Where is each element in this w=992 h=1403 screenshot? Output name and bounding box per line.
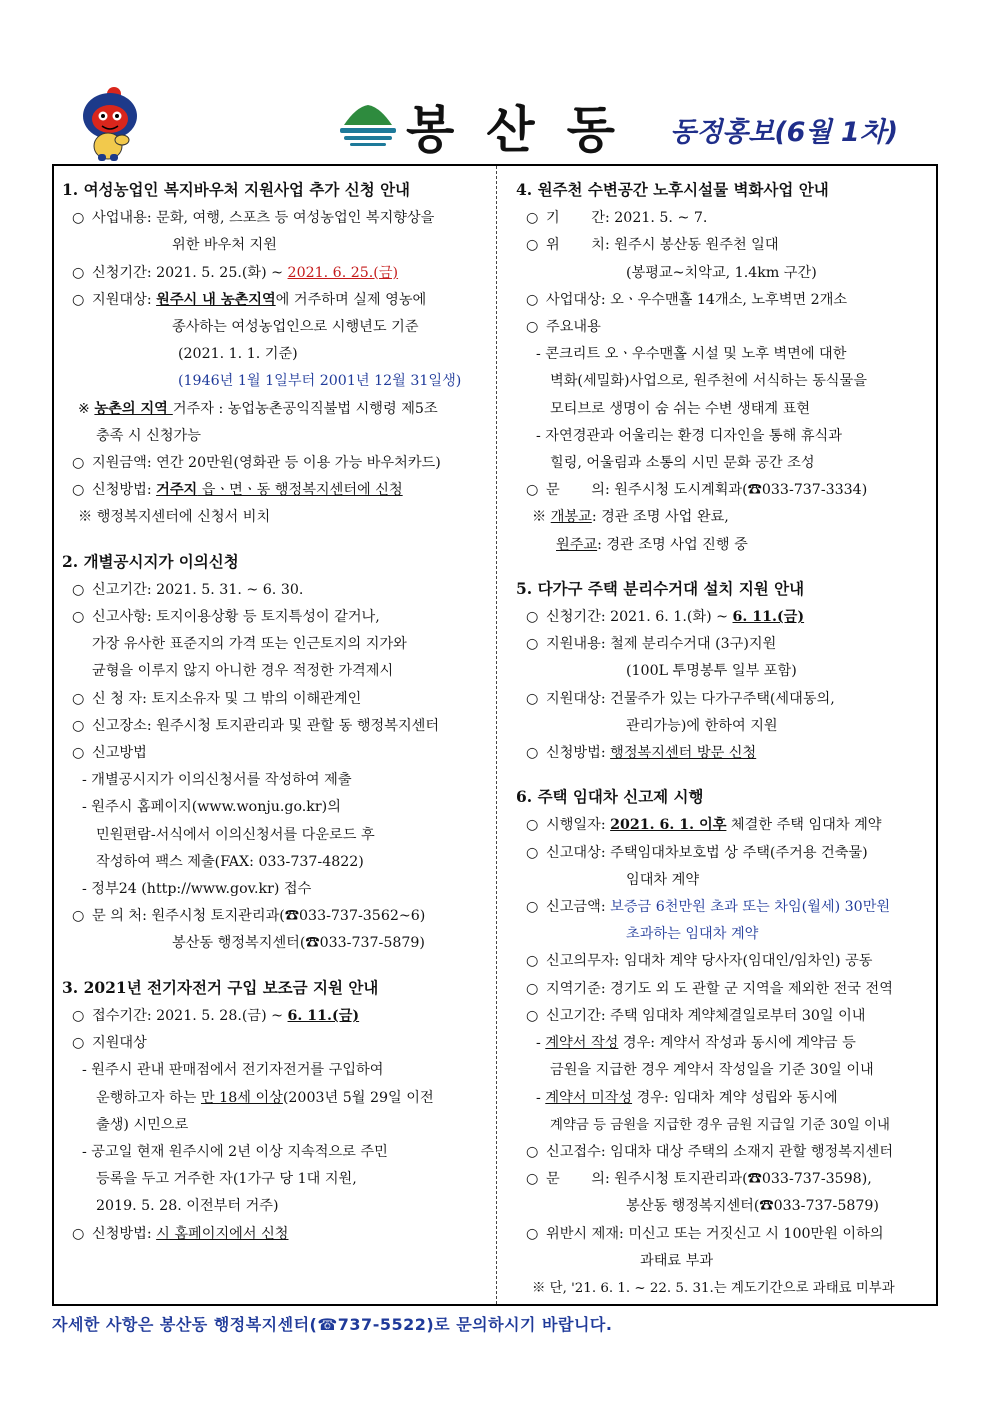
list-item: ○ 사업내용: 문화, 여행, 스포츠 등 여성농업인 복지향상을 (72, 210, 435, 227)
section-title: 4. 원주천 수변공간 노후시설물 벽화사업 안내 (516, 180, 829, 199)
list-item-cont: 봉산동 행정복지센터(☎033-737-5879) (626, 1198, 879, 1215)
list-item: ○ 신고의무자: 임대차 계약 당사자(임대인/임차인) 공동 (526, 953, 873, 970)
column-divider (496, 166, 497, 1304)
dash-item-cont: 계약금 등 금원을 지급한 경우 금원 지급일 기준 30일 이내 (550, 1117, 890, 1133)
header-title (336, 96, 647, 159)
dash-item-cont: 민원편람-서식에서 이의신청서를 다운로드 후 (96, 826, 375, 843)
list-item: ○ 신고기간: 주택 임대차 계약체결일로부터 30일 이내 (526, 1007, 866, 1024)
list-item: ○ 지원대상 (72, 1035, 147, 1052)
right-column (512, 174, 936, 1302)
note-cont: 충족 시 신청가능 (96, 427, 201, 444)
dash-item: - 자연경관과 어울리는 환경 디자인을 통해 휴식과 (536, 427, 842, 444)
list-item: ○ 지원금액: 연간 20만원(영화관 등 이용 가능 바우처카드) (72, 455, 441, 472)
list-item: ○ 신청방법: 시 홈페이지에서 신청 (72, 1225, 289, 1242)
list-item: ○ 신청방법: 거주지 읍ㆍ면ㆍ동 행정복지센터에 신청 (72, 482, 403, 499)
mascot-icon (76, 84, 146, 162)
list-item: ○ 신고사항: 토지이용상황 등 토지특성이 같거나, (72, 609, 380, 626)
list-item: ○ 주요내용 (526, 319, 601, 336)
list-item-cont: 과태료 부과 (640, 1252, 714, 1269)
list-item-cont: 가장 유사한 표준지의 가격 또는 인근토지의 지가와 (92, 636, 407, 653)
list-item: ○ 신청방법: 행정복지센터 방문 신청 (526, 745, 757, 762)
list-item: ○ 지원내용: 철제 분리수거대 (3구)지원 (526, 636, 777, 653)
list-item: ○ 지역기준: 경기도 외 도 관할 군 지역을 제외한 전국 전역 (526, 980, 893, 997)
dash-item-cont: 금원을 지급한 경우 계약서 작성일을 기준 30일 이내 (550, 1062, 874, 1079)
section-title: 3. 2021년 전기자전거 구입 보조금 지원 안내 (62, 977, 379, 997)
list-item-cont: 봉산동 행정복지센터(☎033-737-5879) (172, 935, 425, 952)
section-title: 5. 다가구 주택 분리수거대 설치 지원 안내 (516, 578, 805, 598)
note-cont: 원주교: 경관 조명 사업 진행 중 (556, 536, 748, 553)
note: ※ 단, '21. 6. 1. ~ 22. 5. 31.는 계도기간으로 과태료 미부과 (532, 1280, 895, 1296)
dash-item-cont: 힐링, 어울림과 소통의 시민 문화 공간 조성 (550, 455, 815, 472)
list-item: ○ 신청기간: 2021. 5. 25.(화) ~ 2021. 6. 25.(금) (72, 264, 399, 281)
list-item: ○ 문 의 처: 원주시청 토지관리과(☎033-737-3562~6) (72, 908, 426, 925)
dash-item: - 원주시 홈페이지(www.wonju.go.kr)의 (82, 799, 341, 816)
section-title: 1. 여성농업인 복지바우처 지원사업 추가 신청 안내 (62, 180, 411, 199)
list-item: ○ 시행일자: 2021. 6. 1. 이후 체결한 주택 임대차 계약 (526, 817, 882, 834)
dash-item-cont: 2019. 5. 28. 이전부터 거주) (96, 1198, 279, 1215)
dash-item: - 공고일 현재 원주시에 2년 이상 지속적으로 주민 (82, 1143, 388, 1160)
list-item: ○ 문 의: 원주시청 토지관리과(☎033-737-3598), (526, 1171, 872, 1188)
mountain-logo-icon (336, 103, 400, 149)
list-item: ○ 지원대상: 건물주가 있는 다가구주택(세대동의, (526, 690, 835, 707)
list-item-cont: 관리가능)에 한하여 지원 (626, 717, 778, 734)
list-item: ○ 신 청 자: 토지소유자 및 그 밖의 이해관계인 (72, 690, 362, 707)
list-item: ○ 신고대상: 주택임대차보호법 상 주택(주거용 건축물) (526, 844, 868, 861)
page-subtitle: 동정홍보(6월 1차) (670, 117, 899, 148)
list-item: ○ 신고금액: 보증금 6천만원 초과 또는 차임(월세) 30만원 (526, 899, 891, 916)
dash-item-cont: 벽화(세밀화)사업으로, 원주천에 서식하는 동식물을 (550, 373, 867, 390)
list-item: ○ 신고장소: 원주시청 토지관리과 및 관할 동 행정복지센터 (72, 717, 440, 734)
list-item: ○ 위반시 제재: 미신고 또는 거짓신고 시 100만원 이하의 (526, 1225, 884, 1242)
section-title: 6. 주택 임대차 신고제 시행 (516, 787, 704, 807)
list-item: ○ 신고기간: 2021. 5. 31. ~ 6. 30. (72, 581, 304, 598)
dash-item: - 콘크리트 오ㆍ우수맨홀 시설 및 노후 벽면에 대한 (536, 346, 847, 363)
note: ※ 개봉교: 경관 조명 사업 완료, (532, 509, 729, 526)
dash-item-cont: 모티브로 생명이 숨 쉬는 수변 생태계 표현 (550, 400, 811, 417)
list-item-cont: 초과하는 임대차 계약 (626, 926, 759, 943)
list-item: ○ 위 치: 원주시 봉산동 원주천 일대 (526, 237, 779, 254)
dash-item: - 개별공시지가 이의신청서를 작성하여 제출 (82, 772, 352, 789)
list-item-cont: (1946년 1월 1일부터 2001년 12월 31일생) (178, 373, 462, 390)
list-item-cont: 임대차 계약 (626, 871, 700, 888)
list-item-cont: 위한 바우처 지원 (172, 237, 277, 254)
list-item-cont: (100L 투명봉투 일부 포함) (626, 663, 797, 680)
note: ※ 농촌의 지역 거주자 : 농업농촌공익직불법 시행령 제5조 (78, 400, 438, 417)
list-item: ○ 접수기간: 2021. 5. 28.(금) ~ 6. 11.(금) (72, 1007, 360, 1024)
dash-item-cont: 등록을 두고 거주한 자(1가구 당 1대 지원, (96, 1171, 357, 1188)
dash-item: - 원주시 관내 판매점에서 전기자전거를 구입하여 (82, 1062, 384, 1079)
list-item-cont: 균형을 이루지 않지 아니한 경우 적정한 가격제시 (92, 663, 394, 680)
section-title: 2. 개별공시지가 이의신청 (62, 551, 239, 571)
note: ※ 행정복지센터에 신청서 비치 (78, 509, 271, 526)
list-item: ○ 신고접수: 임대차 대상 주택의 소재지 관할 행정복지센터 (526, 1143, 894, 1160)
dash-item-cont: 작성하여 팩스 제출(FAX: 033-737-4822) (96, 853, 364, 870)
dash-item: - 계약서 미작성 경우: 임대차 계약 성립와 동시에 (536, 1089, 838, 1106)
dash-item: - 계약서 작성 경우: 계약서 작성과 동시에 계약금 등 (536, 1035, 856, 1052)
list-item: ○ 지원대상: 원주시 내 농촌지역에 거주하며 실제 영농에 (72, 291, 427, 308)
list-item: ○ 신고방법 (72, 745, 147, 762)
left-column (58, 174, 490, 1248)
list-item-cont: (2021. 1. 1. 기준) (178, 346, 298, 363)
list-item-cont: 종사하는 여성농업인으로 시행년도 기준 (172, 319, 419, 336)
dash-item: - 정부24 (http://www.gov.kr) 접수 (82, 881, 312, 898)
dash-item-cont: 운행하고자 하는 만 18세 이상(2003년 5월 29일 이전 (96, 1089, 434, 1106)
page-title: 봉산동 (406, 101, 647, 159)
list-item: ○ 사업대상: 오ㆍ우수맨홀 14개소, 노후벽면 2개소 (526, 291, 848, 308)
list-item-cont: (봉평교~치악교, 1.4km 구간) (626, 264, 817, 281)
list-item: ○ 문 의: 원주시청 도시계획과(☎033-737-3334) (526, 482, 868, 499)
footer-notice: 자세한 사항은 봉산동 행정복지센터(☎737-5522)로 문의하시기 바랍니다. (52, 1315, 613, 1334)
list-item: ○ 신청기간: 2021. 6. 1.(화) ~ 6. 11.(금) (526, 609, 805, 626)
list-item: ○ 기 간: 2021. 5. ~ 7. (526, 210, 708, 227)
dash-item-cont: 출생) 시민으로 (96, 1116, 189, 1133)
